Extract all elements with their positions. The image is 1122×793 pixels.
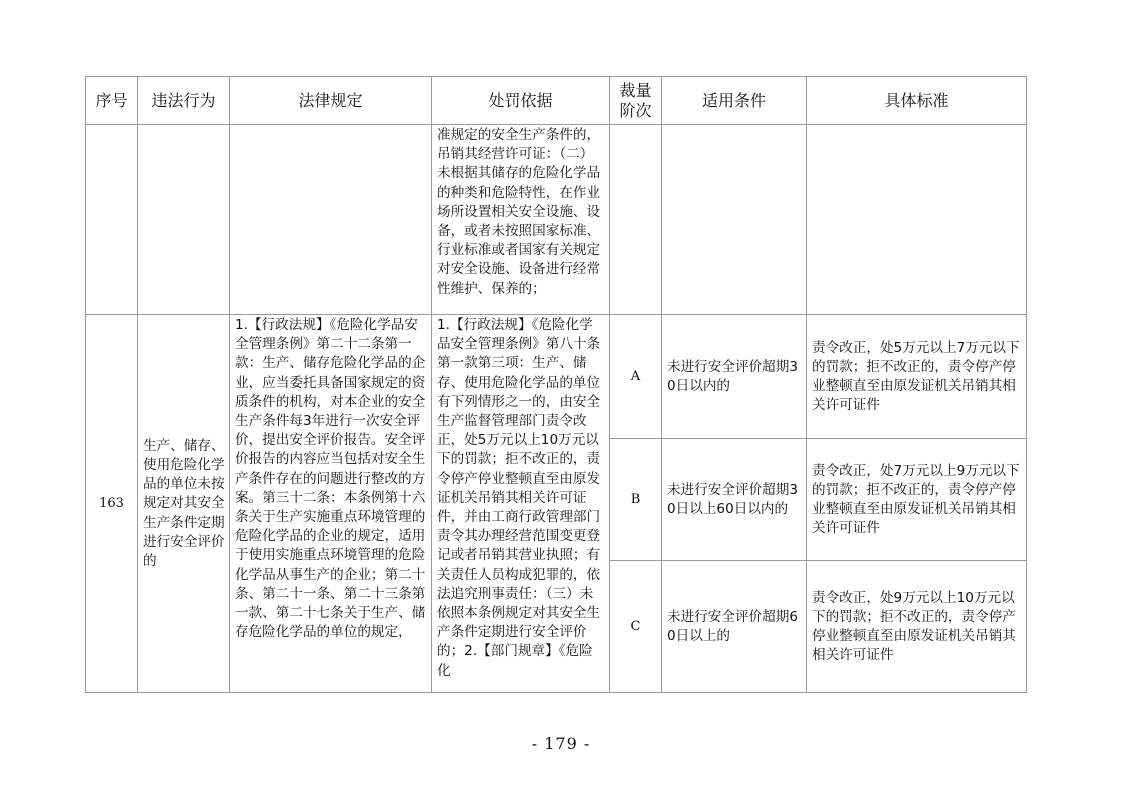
cell-condition-a bbox=[662, 315, 807, 439]
table-row-continued bbox=[86, 125, 1027, 315]
law-text: 1.【行政法规】《危险化学品安全管理条例》第二十二条第一款：生产、储存危险化学品的企业，应当委托具备国家规定的资质条件的机构，对本企业的安全生产条件每3年进行一次安全评价，提出安全评价报告。安全评价报告的内容应当包括对安全生产条件存在的问题进行整改的方案。第三十二条：本条例第十六条关于生产实施重点环境管理的危险化学品的企业的规定，适用于使用实施重点环境管理的危险化学品从事生产的企业；第二十条、第二十一条、第二十三条第一款、第二十七条关于生产、储存危险化学品的单位的规定， bbox=[235, 317, 426, 641]
cell-empty bbox=[807, 125, 1027, 315]
cell-basis bbox=[432, 315, 610, 693]
basis-text: 1.【行政法规】《危险化学品安全管理条例》第八十条第一款第三项：生产、储存、使用危险化学品的单位有下列情形之一的，由安全生产监督管理部门责令改正，处5万元以上10万元以下的罚款；拒不改正的，责令停产停业整顿直至由原发证机关吊销其相关许可证件，并由工商行政管理部门责令其办理经营范围变更登记或者吊销其营业执照；有关责任人员构成犯罪的，依法追究刑事责任：（三）未依照本条例规定对其安全生产条件定期进行安全评价的；2.【部门规章】《危险化 bbox=[437, 317, 601, 679]
header-violation: 违法行为 bbox=[138, 77, 230, 125]
cell-empty bbox=[610, 125, 662, 315]
page-number: - 179 - bbox=[531, 734, 591, 753]
cell-standard-a bbox=[807, 315, 1027, 439]
standard-a-text: 责令改正，处5万元以上7万元以下的罚款；拒不改正的，责令停产停业整顿直至由原发证机关吊销其相关许可证件 bbox=[812, 339, 1020, 414]
header-level-label: 裁量阶次 bbox=[619, 80, 652, 120]
cell-empty bbox=[662, 125, 807, 315]
table-header-row bbox=[86, 77, 1027, 125]
cell-standard-b bbox=[807, 439, 1027, 561]
cell-level-a: A bbox=[610, 315, 662, 439]
cell-law bbox=[230, 315, 432, 693]
header-basis: 处罚依据 bbox=[432, 77, 610, 125]
cell-continued-basis bbox=[432, 125, 610, 315]
header-law: 法律规定 bbox=[230, 77, 432, 125]
cell-seq: 163 bbox=[86, 315, 138, 693]
header-standard: 具体标准 bbox=[807, 77, 1027, 125]
condition-a-text: 未进行安全评价超期30日以内的 bbox=[667, 358, 798, 394]
violation-text: 生产、储存、使用危险化学品的单位未按规定对其安全生产条件定期进行安全评价的 bbox=[143, 437, 225, 569]
cell-empty bbox=[138, 125, 230, 315]
table-row bbox=[86, 315, 1027, 439]
penalty-standard-table bbox=[85, 76, 1027, 693]
cell-level-c: C bbox=[610, 561, 662, 693]
cell-condition-b bbox=[662, 439, 807, 561]
condition-c-text: 未进行安全评价超期60日以上的 bbox=[667, 608, 798, 644]
standard-c-text: 责令改正，处9万元以上10万元以下的罚款；拒不改正的，责令停产停业整顿直至由原发证机关吊销其相关许可证件 bbox=[812, 589, 1016, 664]
header-condition: 适用条件 bbox=[662, 77, 807, 125]
cell-empty bbox=[86, 125, 138, 315]
header-seq: 序号 bbox=[86, 77, 138, 125]
cell-condition-c bbox=[662, 561, 807, 693]
standard-b-text: 责令改正，处7万元以上9万元以下的罚款；拒不改正的，责令停产停业整顿直至由原发证机关吊销其相关许可证件 bbox=[812, 462, 1020, 537]
header-level bbox=[610, 77, 662, 125]
condition-b-text: 未进行安全评价超期30日以上60日以内的 bbox=[667, 481, 798, 517]
cell-standard-c bbox=[807, 561, 1027, 693]
continued-basis-text: 准规定的安全生产条件的，吊销其经营许可证：（二）未根据其储存的危险化学品的种类和危险特性，在作业场所设置相关安全设施、设备，或者未按照国家标准、行业标准或者国家有关规定对安全设施、设备进行经常性维护、保养的； bbox=[437, 127, 601, 297]
cell-violation bbox=[138, 315, 230, 693]
cell-level-b: B bbox=[610, 439, 662, 561]
cell-empty bbox=[230, 125, 432, 315]
